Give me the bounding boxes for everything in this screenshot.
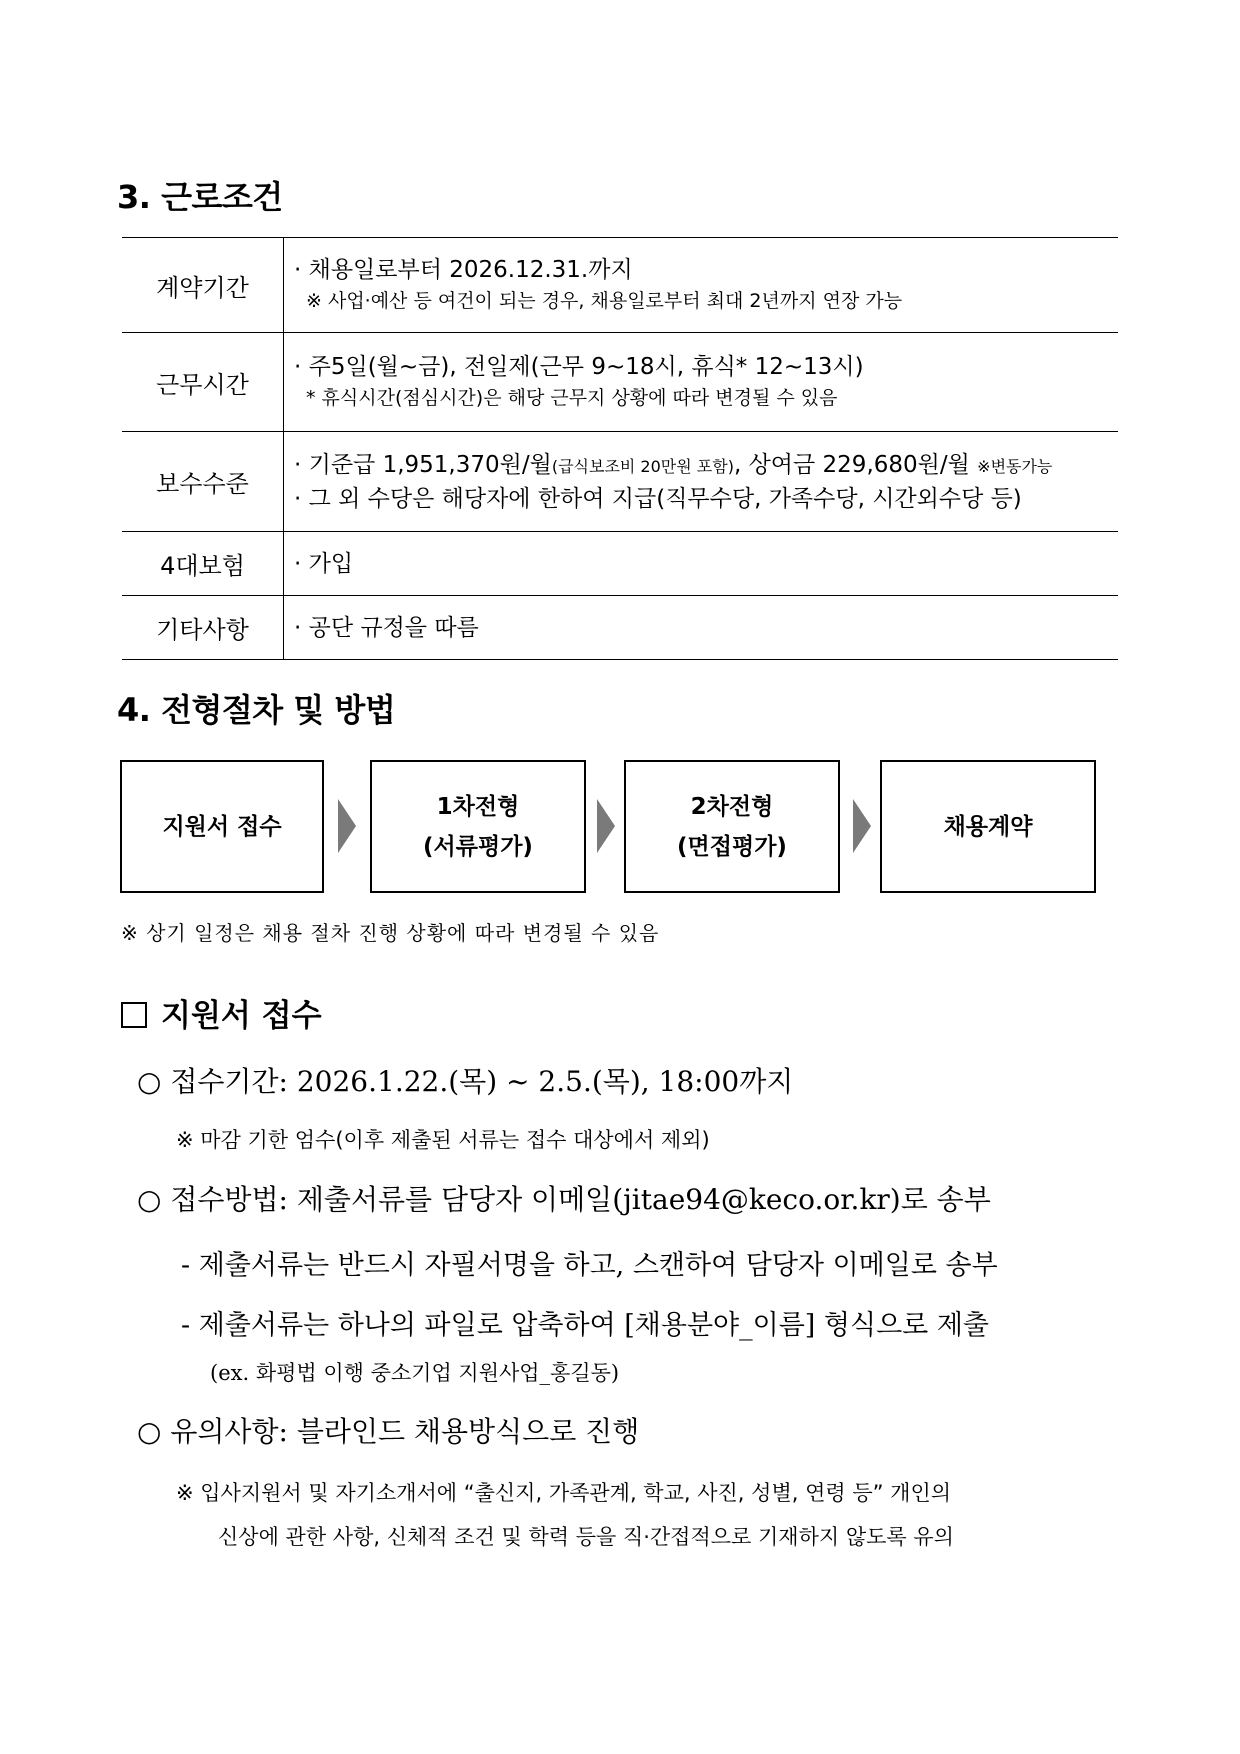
row-value: · 채용일로부터 2026.12.31.까지 bbox=[294, 257, 633, 283]
row-label: 4대보험 bbox=[122, 532, 284, 596]
row-label: 기타사항 bbox=[122, 596, 284, 660]
application-caution-note-line2: 신상에 관한 사항, 신체적 조건 및 학력 등을 직·간접적으로 기재하지 않도록 유의 bbox=[218, 1525, 954, 1549]
application-method: ○ 접수방법: 제출서류를 담당자 이메일(jitae94@keco.or.kr)로 송부 bbox=[137, 1183, 991, 1216]
step-application-box: 지원서 접수 bbox=[120, 760, 324, 893]
application-caution-note-line1: ※ 입사지원서 및 자기소개서에 “출신지, 가족관계, 학교, 사진, 성별, 연령 등” 개인의 bbox=[176, 1481, 952, 1505]
application-caution: ○ 유의사항: 블라인드 채용방식으로 진행 bbox=[137, 1415, 640, 1448]
table-row bbox=[122, 333, 1118, 432]
application-method-example: (ex. 화평법 이행 중소기업 지원사업_홍길동) bbox=[210, 1361, 620, 1385]
row-note: * 휴식시간(점심시간)은 해당 근무지 상황에 따라 변경될 수 있음 bbox=[306, 387, 838, 409]
row-label: 보수수준 bbox=[122, 432, 284, 532]
step-contract-box: 채용계약 bbox=[880, 760, 1096, 893]
table-row bbox=[122, 238, 1118, 333]
schedule-note: ※ 상기 일정은 채용 절차 진행 상황에 따라 변경될 수 있음 bbox=[121, 921, 660, 945]
table-row bbox=[122, 532, 1118, 596]
application-method-dash2: - 제출서류는 하나의 파일로 압축하여 [채용분야_이름] 형식으로 제출 bbox=[181, 1310, 989, 1341]
row-label: 계약기간 bbox=[122, 238, 284, 333]
row-value: · 주5일(월~금), 전일제(근무 9~18시, 휴식* 12~13시) bbox=[294, 354, 864, 380]
application-period-note: ※ 마감 기한 엄수(이후 제출된 서류는 접수 대상에서 제외) bbox=[176, 1128, 710, 1152]
table-row bbox=[122, 432, 1118, 532]
row-value: · 기준급 1,951,370원/월(급식보조비 20만원 포함), 상여금 229,680원/월 ※변동가능 bbox=[294, 451, 1053, 478]
row-note: ※ 사업·예산 등 여건이 되는 경우, 채용일로부터 최대 2년까지 연장 가능 bbox=[306, 290, 903, 312]
working-conditions-table bbox=[122, 237, 1118, 660]
row-label: 근무시간 bbox=[122, 333, 284, 432]
row-value-2: · 그 외 수당은 해당자에 한하여 지급(직무수당, 가족수당, 시간외수당 등) bbox=[294, 485, 1022, 512]
application-section-title: 지원서 접수 bbox=[121, 990, 322, 1035]
arrow-right-icon bbox=[338, 799, 356, 853]
application-period: ○ 접수기간: 2026.1.22.(목) ~ 2.5.(목), 18:00까지 bbox=[137, 1065, 794, 1098]
row-value: · 공단 규정을 따름 bbox=[294, 614, 479, 641]
row-value: · 가입 bbox=[294, 550, 354, 577]
section3-title: 3. 근로조건 bbox=[117, 178, 283, 216]
arrow-right-icon bbox=[853, 799, 871, 853]
table-row bbox=[122, 596, 1118, 660]
step-interview-box: 2차전형 (면접평가) bbox=[624, 760, 840, 893]
step-document-review-box: 1차전형 (서류평가) bbox=[370, 760, 586, 893]
checkbox-icon bbox=[121, 1002, 147, 1028]
arrow-right-icon bbox=[597, 799, 615, 853]
section4-title: 4. 전형절차 및 방법 bbox=[117, 691, 396, 729]
application-method-dash1: - 제출서류는 반드시 자필서명을 하고, 스캔하여 담당자 이메일로 송부 bbox=[181, 1250, 998, 1281]
